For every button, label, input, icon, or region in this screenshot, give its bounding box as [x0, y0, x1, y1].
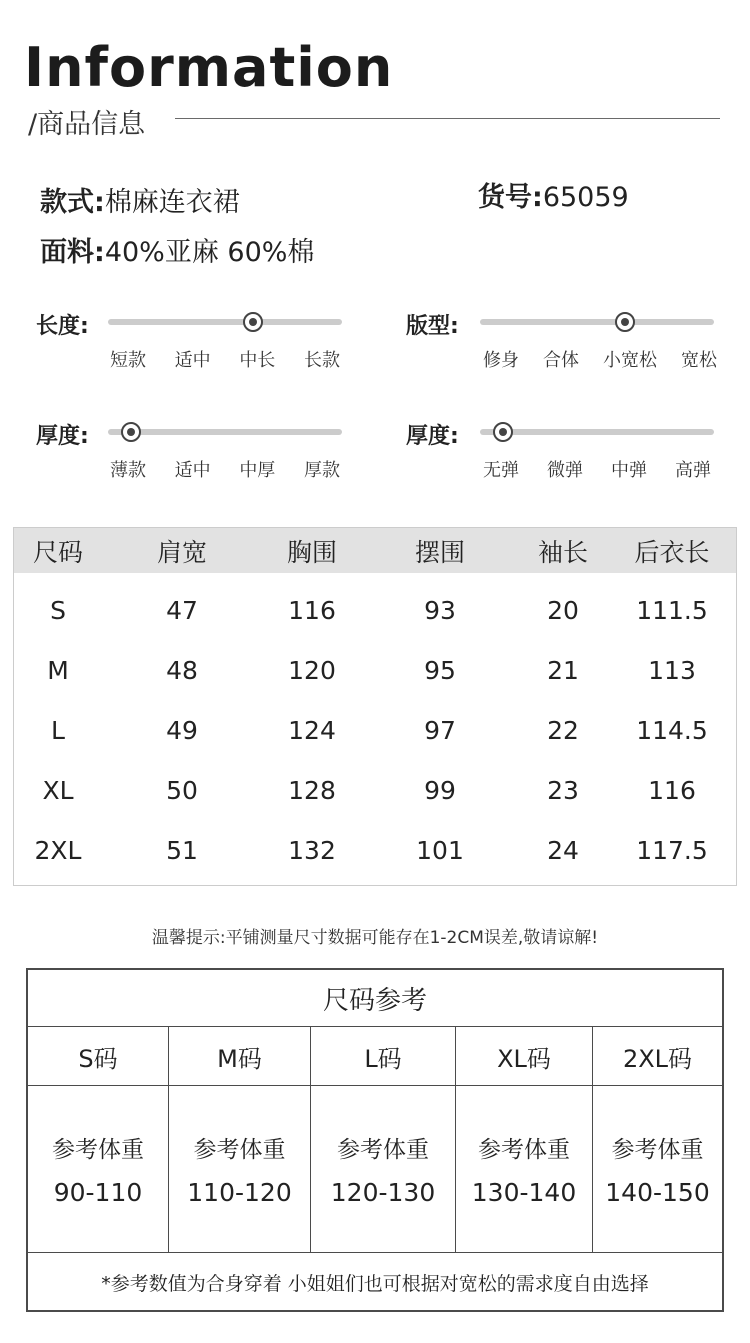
reference-size-cell: S码	[28, 1027, 169, 1085]
option-label: 厚款	[303, 460, 340, 481]
table-cell: 128	[288, 775, 336, 805]
reference-footnote: *参考数值为合身穿着 小姐姐们也可根据对宽松的需求度自由选择	[101, 1272, 649, 1295]
reference-title: 尺码参考	[28, 970, 722, 1027]
table-cell: 93	[424, 595, 456, 625]
table-cell: 50	[166, 775, 198, 805]
table-row	[14, 640, 736, 700]
header-cell: 摆围	[414, 537, 465, 567]
table-cell: 51	[166, 835, 198, 865]
weight-value: 130-140	[471, 1178, 577, 1207]
table-cell: 101	[416, 835, 464, 865]
style-row	[40, 180, 240, 219]
weight-label: 参考体重	[611, 1137, 704, 1163]
table-cell: 95	[424, 655, 456, 685]
table-cell: 24	[547, 835, 579, 865]
length-track	[108, 319, 342, 325]
option-label: 无弹	[483, 460, 519, 481]
option-label: 中厚	[239, 460, 276, 481]
thickness-knob	[121, 422, 141, 442]
table-cell: 49	[166, 715, 198, 745]
header-cell: 胸围	[286, 537, 337, 567]
page-title: Information	[24, 36, 394, 99]
table-cell: 120	[288, 655, 336, 685]
option-label: 修身	[483, 350, 519, 371]
table-row	[14, 760, 736, 820]
elasticity-knob	[493, 422, 513, 442]
fit-knob	[615, 312, 635, 332]
weight-value: 120-130	[330, 1178, 436, 1207]
table-cell: 23	[547, 775, 579, 805]
weight-label: 参考体重	[193, 1137, 286, 1163]
table-cell: 99	[424, 775, 456, 805]
option-label: 宽松	[681, 350, 717, 371]
table-cell: 97	[424, 715, 456, 745]
fabric-label: 面料:	[40, 237, 105, 268]
title-divider	[175, 118, 720, 119]
option-label: 适中	[174, 350, 211, 371]
option-label: 短款	[110, 350, 146, 371]
elasticity-track	[480, 429, 714, 435]
weight-label: 参考体重	[52, 1137, 144, 1163]
header-cell: 后衣长	[634, 537, 710, 567]
thickness-options	[110, 456, 340, 482]
table-cell: S	[50, 595, 66, 625]
option-label: 长款	[303, 350, 340, 371]
weight-value: 90-110	[53, 1178, 143, 1207]
table-cell: 117.5	[636, 835, 708, 865]
option-label: 适中	[174, 460, 211, 481]
table-cell: L	[51, 715, 65, 745]
option-label: 微弹	[547, 460, 583, 481]
reference-weight-cell	[169, 1086, 311, 1252]
reference-size-row	[28, 1027, 722, 1086]
reference-weight-cell	[593, 1086, 722, 1252]
table-cell: 116	[648, 775, 696, 805]
thickness-label: 厚度:	[36, 424, 89, 449]
weight-value: 140-150	[605, 1178, 710, 1207]
size-table-header	[14, 528, 736, 573]
table-cell: 116	[288, 595, 336, 625]
option-label: 中长	[239, 350, 276, 371]
length-options	[110, 346, 340, 372]
table-row	[14, 700, 736, 760]
item-no-value: 65059	[542, 182, 629, 213]
header-cell: 尺码	[32, 537, 83, 567]
header-cell: 肩宽	[156, 537, 207, 567]
reference-weight-cell	[456, 1086, 593, 1252]
reference-size-cell: L码	[311, 1027, 456, 1085]
fit-label: 版型:	[406, 314, 459, 339]
elasticity-label: 厚度:	[406, 424, 459, 449]
length-label: 长度:	[36, 314, 89, 339]
table-cell: 47	[166, 595, 198, 625]
fit-track	[480, 319, 714, 325]
option-label: 中弹	[611, 460, 647, 481]
table-cell: 48	[166, 655, 198, 685]
table-cell: 2XL	[34, 835, 82, 865]
option-label: 合体	[543, 350, 579, 371]
table-cell: 124	[288, 715, 336, 745]
table-cell: 111.5	[636, 595, 708, 625]
reference-size-cell: XL码	[456, 1027, 593, 1085]
table-row	[14, 580, 736, 640]
weight-label: 参考体重	[478, 1137, 570, 1163]
table-row	[14, 820, 736, 880]
thickness-track	[108, 429, 342, 435]
item-no-label: 货号:	[478, 182, 543, 213]
reference-weight-cell	[311, 1086, 456, 1252]
measurement-note: 温馨提示:平铺测量尺寸数据可能存在1-2CM误差,敬请谅解!	[151, 928, 599, 948]
option-label: 小宽松	[603, 350, 657, 371]
reference-size-cell: M码	[169, 1027, 311, 1085]
table-cell: M	[47, 655, 69, 685]
weight-value: 110-120	[187, 1178, 292, 1207]
fit-options	[483, 346, 717, 372]
reference-size-cell: 2XL码	[622, 1044, 693, 1073]
table-cell: XL	[42, 775, 74, 805]
table-cell: 21	[547, 655, 579, 685]
table-cell: 20	[547, 595, 579, 625]
length-knob	[243, 312, 263, 332]
size-table	[13, 527, 737, 886]
reference-weight-row	[28, 1086, 722, 1253]
size-reference	[26, 968, 724, 1312]
header-cell: 袖长	[537, 537, 588, 567]
weight-label: 参考体重	[337, 1137, 429, 1163]
style-label: 款式:	[40, 187, 105, 218]
option-label: 薄款	[110, 460, 146, 481]
fabric-row	[40, 230, 314, 269]
page-subtitle: /商品信息	[28, 109, 146, 140]
reference-weight-cell	[28, 1086, 169, 1252]
option-label: 高弹	[675, 460, 711, 481]
table-cell: 113	[648, 655, 696, 685]
table-cell: 132	[288, 835, 336, 865]
elasticity-options	[483, 456, 711, 482]
fabric-value: 40%亚麻 60%棉	[104, 237, 315, 268]
table-cell: 22	[547, 715, 579, 745]
table-cell: 114.5	[636, 715, 708, 745]
item-no-row	[478, 175, 629, 214]
style-value: 棉麻连衣裙	[104, 187, 240, 218]
